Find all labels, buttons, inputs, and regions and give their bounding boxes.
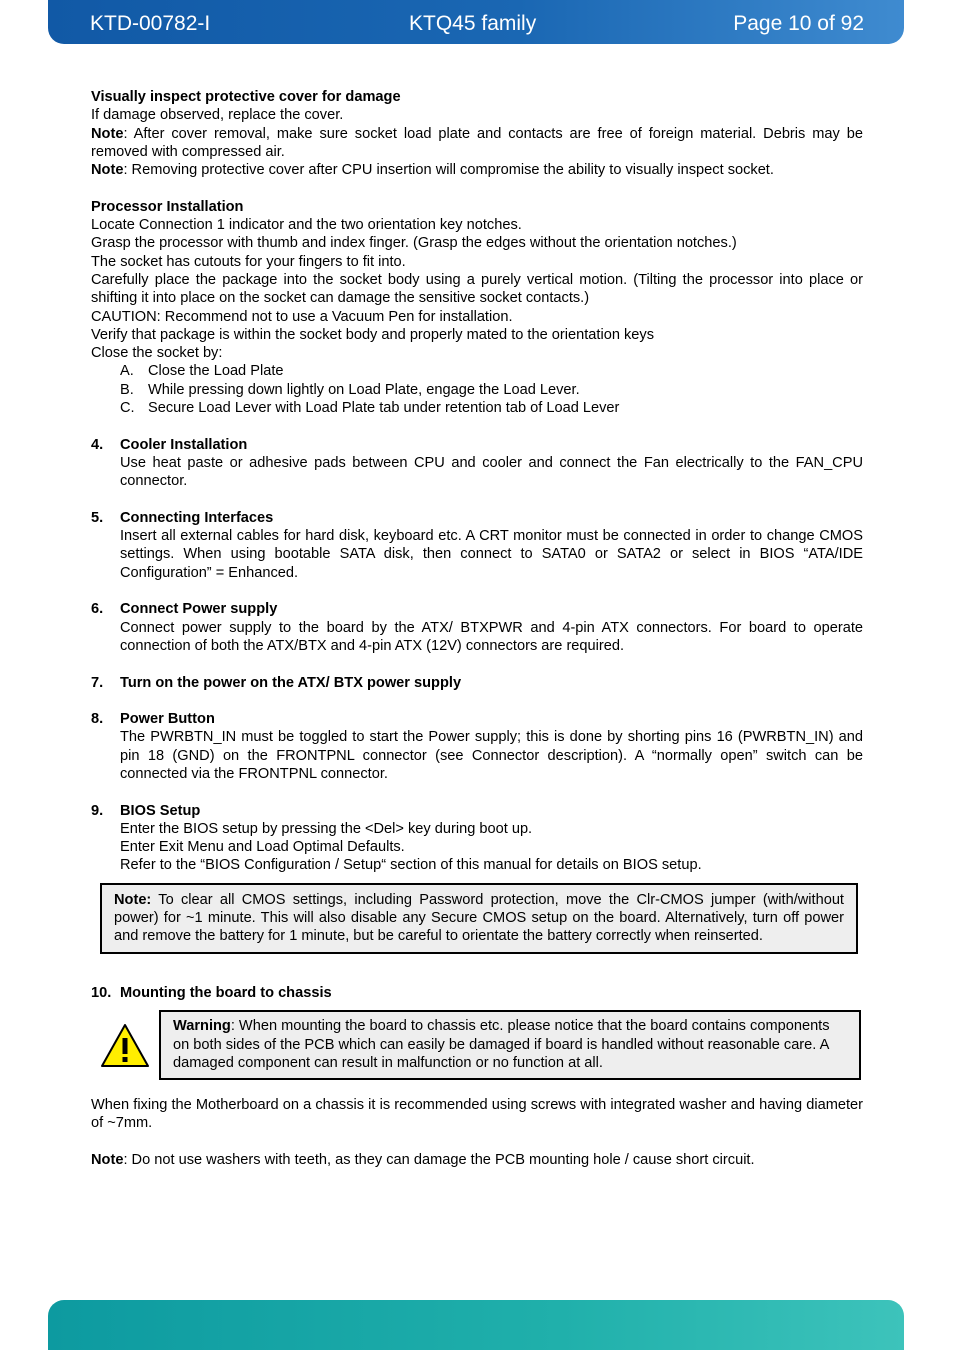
warning-label: Warning xyxy=(173,1018,231,1035)
inspect-title: Visually inspect protective cover for damage xyxy=(91,89,401,105)
page-header xyxy=(48,0,904,44)
inspect-note-1: Note: After cover removal, make sure socket load plate and contacts are free of foreign material. Debris may be removed with compressed air. xyxy=(91,125,863,160)
processor-line: Verify that package is within the socket body and properly mated to the orientation keys xyxy=(91,326,654,343)
warning-text: : When mounting the board to chassis etc. please notice that the board contains components on both sides of the PCB which can easily be damaged if board is handled without reasonable care. A damaged component can result in malfunction or no function at all. xyxy=(173,1018,830,1071)
page-number: Page 10 of 92 xyxy=(733,12,864,35)
socket-step: C. Secure Load Lever with Load Plate tab under retention tab of Load Lever xyxy=(120,400,620,417)
page-content xyxy=(91,88,863,1169)
section-bios-setup: 9. BIOS Setup Enter the BIOS setup by pressing the <Del> key during boot up. Enter Exit Menu and Load Optimal Defaults. Refer to the “BIOS Configuration / Setup“ section of this manual for details on BIOS setup. xyxy=(91,802,863,875)
processor-title: Processor Installation xyxy=(91,198,244,215)
processor-line: Grasp the processor with thumb and index finger. (Grasp the edges without the orientation notches.) xyxy=(91,235,737,252)
section-interfaces: 5. Connecting Interfaces Insert all external cables for hard disk, keyboard etc. A CRT monitor must be connected in order to change CMOS settings. When using bootable SATA disk, then connect to SATA0 or SATA2 or select in BIOS “ATA/IDE Configuration” = Enhanced. xyxy=(91,509,863,581)
socket-step: B. While pressing down lightly on Load Plate, engage the Load Lever. xyxy=(120,381,580,398)
section-body: Connect power supply to the board by the ATX/ BTXPWR and 4-pin ATX connectors. For board to operate connection of both the ATX/BTX and 4-pin ATX (12V) connectors are required. xyxy=(120,619,863,654)
socket-step: A. Close the Load Plate xyxy=(120,363,284,380)
section-title: Turn on the power on the ATX/ BTX power supply xyxy=(120,674,462,691)
processor-line: CAUTION: Recommend not to use a Vacuum Pen for installation. xyxy=(91,308,513,325)
section-title: Connecting Interfaces xyxy=(120,509,274,526)
section-cooler: 4. Cooler Installation Use heat paste or adhesive pads between CPU and cooler and connect the Fan electrically to the FAN_CPU connector. xyxy=(91,436,863,490)
warning-box xyxy=(159,1010,861,1080)
mounting-note: Note: Do not use washers with teeth, as they can damage the PCB mounting hole / cause short circuit. xyxy=(91,1152,755,1169)
inspect-note-2: Note: Removing protective cover after CPU insertion will compromise the ability to visually inspect socket. xyxy=(91,162,774,179)
document-id: KTD-00782-I xyxy=(90,12,211,35)
cmos-note-box xyxy=(100,883,858,954)
mounting-paragraph: When fixing the Motherboard on a chassis it is recommended using screws with integrated washer and having diameter of ~7mm. xyxy=(91,1097,863,1132)
processor-line: Carefully place the package into the socket body using a purely vertical motion. (Tilting the processor into place or shifting it into place on the socket can damage the sensitive socket contacts.) xyxy=(91,271,863,307)
warning-triangle-icon xyxy=(91,1022,159,1068)
section-title: Connect Power supply xyxy=(120,601,278,618)
section-power-on: 7. Turn on the power on the ATX/ BTX power supply xyxy=(91,674,863,692)
processor-line: Locate Connection 1 indicator and the two orientation key notches. xyxy=(91,217,522,234)
section-power-button: 8. Power Button The PWRBTN_IN must be toggled to start the Power supply; this is done by shorting pins 16 (PWRBTN_IN) and pin 18 (GND) on the FRONTPNL connector (see Connector description). A “normally open” switch can be connected via the FRONTPNL connector. xyxy=(91,711,863,782)
warning-block xyxy=(91,1010,863,1080)
product-family: KTQ45 family xyxy=(409,12,537,35)
note-text: To clear all CMOS settings, including Password protection, move the Clr-CMOS jumper (with/without power) for ~1 minute. This will also disable any Secure CMOS setup on the board. Alternatively, turn off power and remove the battery for 1 minute, but be careful to orientate the battery correctly when reinserted. xyxy=(114,891,844,945)
section-title: Cooler Installation xyxy=(120,436,248,453)
section-title: Mounting the board to chassis xyxy=(120,984,332,1001)
section-body: Use heat paste or adhesive pads between CPU and cooler and connect the Fan electrically to the FAN_CPU connector. xyxy=(120,454,863,490)
section-mounting: 10. Mounting the board to chassis xyxy=(91,984,863,1002)
section-title: BIOS Setup xyxy=(120,802,201,819)
processor-line: Close the socket by: xyxy=(91,345,223,362)
section-line: Enter Exit Menu and Load Optimal Defaults. xyxy=(120,839,405,856)
section-line: Refer to the “BIOS Configuration / Setup“ section of this manual for details on BIOS setup. xyxy=(120,857,702,874)
section-body: Insert all external cables for hard disk, keyboard etc. A CRT monitor must be connected in order to change CMOS settings. When using bootable SATA disk, then connect to SATA0 or SATA2 or select in BIOS “ATA/IDE Configuration” = Enhanced. xyxy=(120,528,863,581)
processor-line: The socket has cutouts for your fingers to fit into. xyxy=(91,253,406,270)
section-line: Enter the BIOS setup by pressing the <Del> key during boot up. xyxy=(120,820,533,837)
section-power-supply: 6. Connect Power supply Connect power supply to the board by the ATX/ BTXPWR and 4-pin ATX connectors. For board to operate connection of both the ATX/BTX and 4-pin ATX (12V) connectors are required. xyxy=(91,601,863,654)
section-title: Power Button xyxy=(120,711,215,728)
section-body: The PWRBTN_IN must be toggled to start the Power supply; this is done by shorting pins 16 (PWRBTN_IN) and pin 18 (GND) on the FRONTPNL connector (see Connector description). A “normally open” switch can be connected via the FRONTPNL connector. xyxy=(120,729,863,782)
note-label: Note: xyxy=(114,891,152,908)
inspect-line: If damage observed, replace the cover. xyxy=(91,107,344,124)
page-footer xyxy=(48,1300,904,1350)
